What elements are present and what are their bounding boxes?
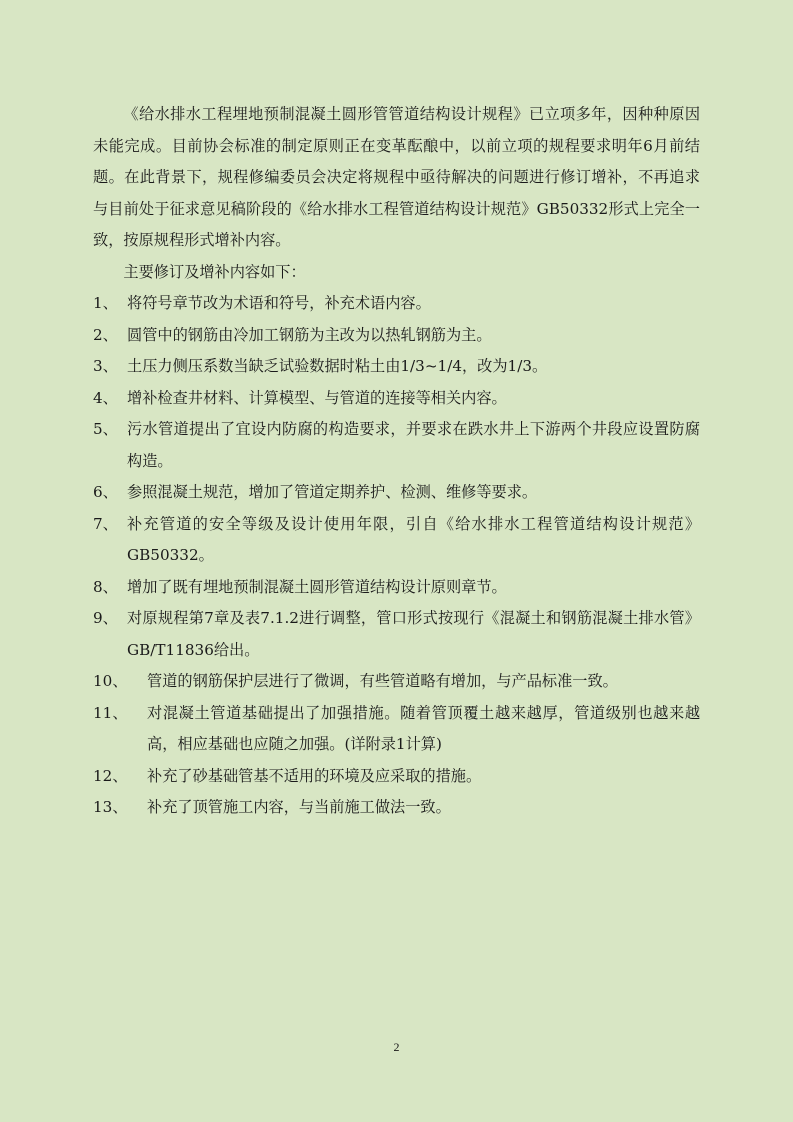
list-item-number: 2、	[93, 325, 118, 344]
page-number: 2	[393, 1040, 400, 1054]
list-item-number: 6、	[93, 483, 118, 501]
list-item	[93, 666, 700, 698]
list-item-text: 圆管中的钢筋由冷加工钢筋为主改为以热轧钢筋为主。	[127, 325, 492, 344]
list-item	[93, 288, 700, 320]
list-item-number: 7、	[93, 514, 118, 533]
document-body	[93, 99, 700, 824]
revision-list	[93, 288, 700, 824]
list-item	[93, 509, 700, 572]
list-item	[93, 383, 700, 415]
list-item-text: 管道的钢筋保护层进行了微调，有些管道略有增加，与产品标准一致。	[147, 672, 618, 690]
list-item-text: 对混凝土管道基础提出了加强措施。随着管顶覆土越来越厚，管道级别也越来越高，相应基础也应随之加强。(详附录1计算)	[147, 703, 700, 753]
list-item-text: 参照混凝土规范，增加了管道定期养护、检测、维修等要求。	[127, 483, 538, 501]
list-item	[93, 477, 700, 509]
list-item-text: 污水管道提出了宜设内防腐的构造要求，并要求在跌水井上下游两个井段应设置防腐构造。	[127, 420, 700, 470]
list-item	[93, 603, 700, 666]
intro-paragraph: 《给水排水工程埋地预制混凝土圆形管管道结构设计规程》已立项多年，因种种原因未能完成。目前协会标准的制定原则正在变革酝酿中，以前立项的规程要求明年6月前结题。在此背景下，规程修编委员会决定将规程中亟待解决的问题进行修订增补，不再追求与目前处于征求意见稿阶段的《给水排水工程管道结构设计规范》GB50332形式上完全一致，按原规程形式增补内容。	[93, 105, 700, 249]
list-item	[93, 698, 700, 761]
list-item-number: 8、	[93, 577, 118, 596]
list-item-number: 3、	[93, 357, 118, 375]
list-item-text: 增补检查井材料、计算模型、与管道的连接等相关内容。	[127, 388, 507, 407]
list-item-number: 10、	[93, 672, 128, 690]
list-item-text: 补充了砂基础管基不适用的环境及应采取的措施。	[147, 766, 482, 785]
list-item-text: 增加了既有埋地预制混凝土圆形管道结构设计原则章节。	[127, 577, 507, 596]
list-item	[93, 572, 700, 604]
list-item-text: 土压力侧压系数当缺乏试验数据时粘土由1/3~1/4，改为1/3。	[127, 357, 548, 375]
list-item-number: 5、	[93, 420, 118, 438]
list-item-number: 9、	[93, 609, 118, 627]
list-item-number: 13、	[93, 798, 128, 816]
list-item-text: 补充管道的安全等级及设计使用年限，引自《给水排水工程管道结构设计规范》GB50332。	[127, 514, 700, 564]
list-item-number: 4、	[93, 388, 118, 407]
list-heading: 主要修订及增补内容如下：	[123, 262, 306, 281]
list-item-text: 将符号章节改为术语和符号，补充术语内容。	[127, 294, 431, 312]
list-item-text: 补充了顶管施工内容，与当前施工做法一致。	[147, 798, 451, 816]
list-item-number: 11、	[93, 703, 128, 722]
list-item	[93, 351, 700, 383]
list-item-number: 1、	[93, 294, 118, 312]
list-item	[93, 792, 700, 824]
list-item-text: 对原规程第7章及表7.1.2进行调整，管口形式按现行《混凝土和钢筋混凝土排水管》GB/T11836给出。	[127, 609, 700, 659]
list-item-number: 12、	[93, 766, 128, 785]
list-item	[93, 761, 700, 793]
list-item	[93, 320, 700, 352]
list-item	[93, 414, 700, 477]
